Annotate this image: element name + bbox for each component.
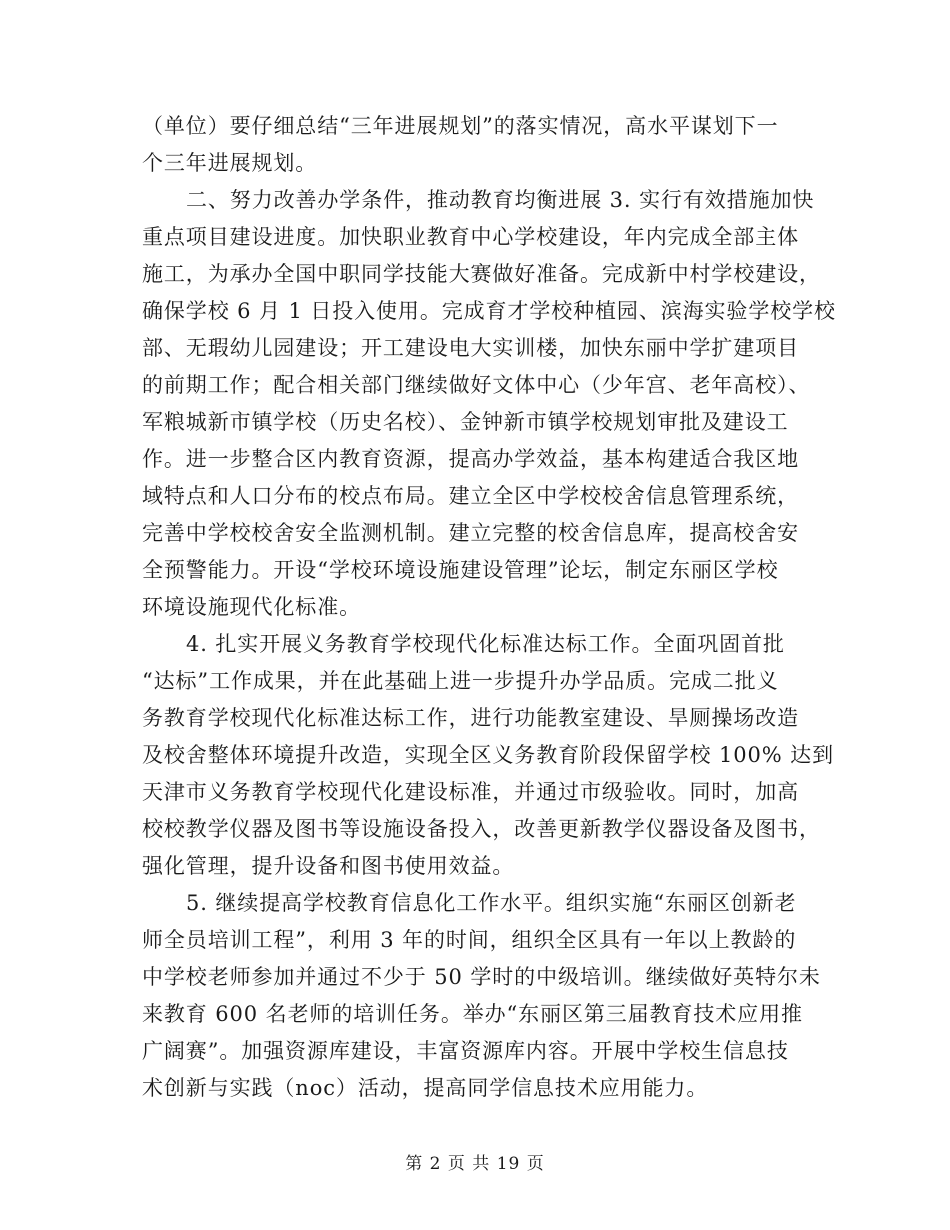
- text-line: 环境设施现代化标准。: [142, 595, 361, 619]
- text-line: 中学校老师参加并通过不少于 50 学时的中级培训。继续做好英特尔未: [142, 965, 821, 989]
- text-line: 军粮城新市镇学校（历史名校）、金钟新市镇学校规划审批及建设工: [142, 410, 789, 434]
- text-line: （单位）要仔细总结“三年进展规划”的落实情况，高水平谋划下一: [142, 114, 779, 138]
- paragraph-first-line: 5. 继续提高学校教育信息化工作水平。组织实施“东丽区创新老: [186, 891, 797, 915]
- text-line: 师全员培训工程”，利用 3 年的时间，组织全区具有一年以上教龄的: [142, 928, 797, 952]
- text-line: 个三年进展规划。: [142, 151, 318, 175]
- page-number-footer: 第 2 页 共 19 页: [405, 1154, 545, 1174]
- text-line: 全预警能力。开设“学校环境设施建设管理”论坛，制定东丽区学校: [142, 558, 779, 582]
- text-line: 的前期工作；配合相关部门继续做好文体中心（少年宫、老年高校）、: [142, 373, 811, 397]
- text-line: “达标”工作成果，并在此基础上进一步提升办学品质。完成二批义: [142, 669, 779, 693]
- text-line: 完善中学校校舍安全监测机制。建立完整的校舍信息库，提高校舍安: [142, 521, 799, 545]
- text-line: 及校舍整体环境提升改造，实现全区义务教育阶段保留学校 100% 达到: [142, 743, 834, 767]
- paragraph-first-line: 二、努力改善办学条件，推动教育均衡进展 3. 实行有效措施加快: [186, 188, 815, 212]
- text-line: 来教育 600 名老师的培训任务。举办“东丽区第三届教育技术应用推: [142, 1002, 803, 1026]
- text-line: 强化管理，提升设备和图书使用效益。: [142, 854, 515, 878]
- text-line: 广阔赛”。加强资源库建设，丰富资源库内容。开展中学校生信息技: [142, 1039, 789, 1063]
- text-line: 务教育学校现代化标准达标工作，进行功能教室建设、旱厕操场改造: [142, 706, 799, 730]
- text-line: 部、无瑕幼儿园建设；开工建设电大实训楼，加快东丽中学扩建项目: [142, 336, 799, 360]
- text-line: 术创新与实践（noc）活动，提高同学信息技术应用能力。: [142, 1076, 709, 1100]
- paragraph-first-line: 4. 扎实开展义务教育学校现代化标准达标工作。全面巩固首批: [186, 632, 785, 656]
- text-line: 作。进一步整合区内教育资源，提高办学效益，基本构建适合我区地: [142, 447, 799, 471]
- text-line: 确保学校 6 月 1 日投入使用。完成育才学校种植园、滨海实验学校学校: [142, 299, 836, 323]
- text-line: 天津市义务教育学校现代化建设标准，并通过市级验收。同时，加高: [142, 780, 799, 804]
- text-line: 施工，为承办全国中职同学技能大赛做好准备。完成新中村学校建设，: [142, 262, 821, 286]
- text-line: 校校教学仪器及图书等设施设备投入，改善更新教学仪器设备及图书，: [142, 817, 821, 841]
- text-line: 域特点和人口分布的校点布局。建立全区中学校校舍信息管理系统，: [142, 484, 799, 508]
- text-line: 重点项目建设进度。加快职业教育中心学校建设，年内完成全部主体: [142, 225, 799, 249]
